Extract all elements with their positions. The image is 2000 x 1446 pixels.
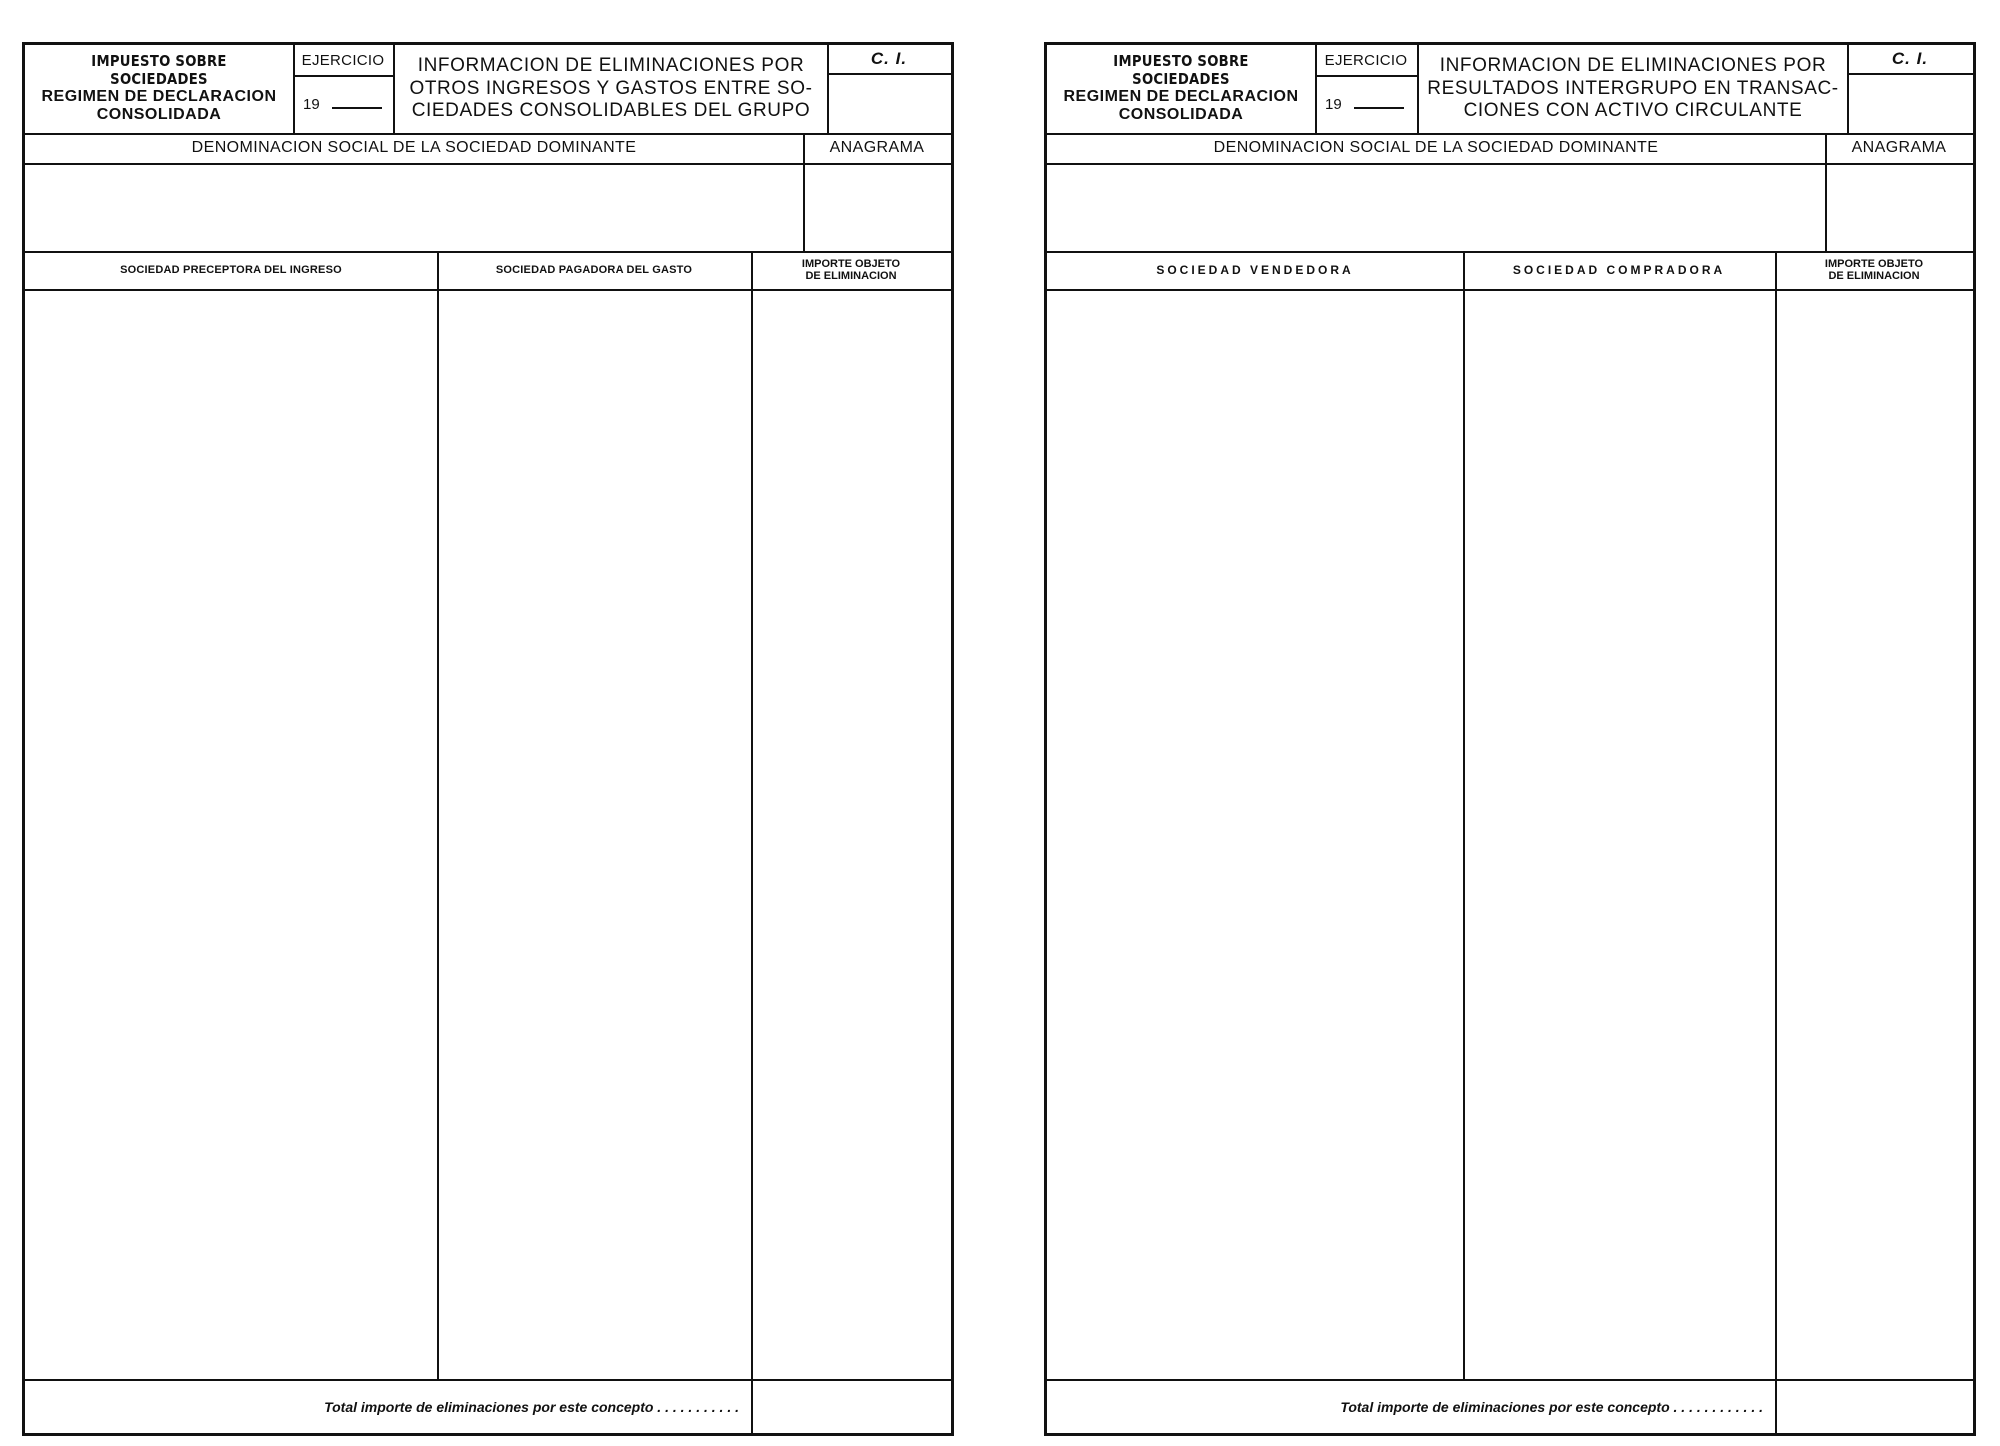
form-code: C. I. (1891, 49, 1929, 68)
amount-header-line1: IMPORTE OBJETO (801, 257, 901, 270)
anagram-field[interactable] (1827, 165, 1973, 251)
form-title-line3: CIEDADES CONSOLIDABLES DEL GRUPO (411, 100, 811, 122)
parent-company-field[interactable] (1047, 165, 1825, 251)
year-prefix: 19 (1325, 95, 1342, 113)
year-blank-line (1354, 107, 1404, 109)
tax-title-line3: CONSOLIDADA (1118, 106, 1244, 124)
amount-column[interactable] (753, 291, 951, 1379)
total-amount-field[interactable] (1777, 1381, 1973, 1433)
tax-title-line1: IMPUESTO SOBRE SOCIEDADES (1113, 52, 1249, 88)
seller-company-column[interactable] (1047, 291, 1463, 1379)
form-other-income-expenses (22, 42, 954, 1436)
tax-title-block (1047, 45, 1315, 133)
amount-column[interactable] (1777, 291, 1973, 1379)
tax-title-line2: REGIMEN DE DECLARACION (1063, 87, 1299, 105)
parent-company-label: DENOMINACION SOCIAL DE LA SOCIEDAD DOMINANTE (191, 139, 637, 156)
code-field[interactable] (827, 75, 951, 133)
amount-header-line1: IMPORTE OBJETO (1824, 257, 1924, 270)
anagram-label: ANAGRAMA (1851, 139, 1947, 156)
anagram-field[interactable] (805, 165, 951, 251)
anagram-label: ANAGRAMA (829, 139, 925, 156)
form-title-line1: INFORMACION DE ELIMINACIONES POR (1439, 54, 1827, 76)
total-label: Total importe de eliminaciones por este concepto . . . . . . . . . . . . (1340, 1399, 1763, 1415)
receiving-company-column[interactable] (25, 291, 437, 1379)
total-amount-field[interactable] (753, 1381, 951, 1433)
column-header-buyer-company: SOCIEDAD COMPRADORA (1512, 263, 1726, 277)
column-header-paying-company: SOCIEDAD PAGADORA DEL GASTO (495, 264, 693, 276)
year-field[interactable] (293, 75, 393, 133)
year-blank-line (332, 107, 382, 109)
tax-title-line3: CONSOLIDADA (96, 106, 222, 124)
tax-title-block (25, 45, 293, 133)
form-title (395, 45, 827, 133)
form-title-line2: RESULTADOS INTERGRUPO EN TRANSAC- (1427, 77, 1839, 99)
column-header-amount (751, 251, 951, 289)
form-code: C. I. (870, 49, 908, 68)
tax-title-line1: IMPUESTO SOBRE SOCIEDADES (91, 52, 227, 88)
buyer-company-column[interactable] (1465, 291, 1775, 1379)
column-header-amount (1775, 251, 1973, 289)
code-field[interactable] (1847, 75, 1973, 133)
year-field[interactable] (1315, 75, 1417, 133)
parent-company-field[interactable] (25, 165, 803, 251)
tax-title-line2: REGIMEN DE DECLARACION (41, 87, 277, 105)
amount-header-line2: DE ELIMINACION (805, 270, 897, 282)
parent-company-label: DENOMINACION SOCIAL DE LA SOCIEDAD DOMINANTE (1213, 139, 1659, 156)
year-prefix: 19 (303, 95, 320, 113)
paying-company-column[interactable] (439, 291, 751, 1379)
form-title-line1: INFORMACION DE ELIMINACIONES POR (417, 54, 805, 76)
form-title-line2: OTROS INGRESOS Y GASTOS ENTRE SO- (409, 77, 813, 99)
amount-header-line2: DE ELIMINACION (1828, 270, 1920, 282)
ejercicio-label: EJERCICIO (1324, 51, 1408, 69)
column-header-receiving-company: SOCIEDAD PRECEPTORA DEL INGRESO (120, 264, 342, 276)
total-label: Total importe de eliminaciones por este concepto . . . . . . . . . . . (324, 1399, 739, 1415)
form-title (1419, 45, 1847, 133)
ejercicio-label: EJERCICIO (301, 51, 385, 69)
form-title-line3: CIONES CON ACTIVO CIRCULANTE (1463, 100, 1803, 122)
form-intergroup-results (1044, 42, 1976, 1436)
column-header-seller-company: SOCIEDAD VENDEDORA (1156, 263, 1354, 277)
